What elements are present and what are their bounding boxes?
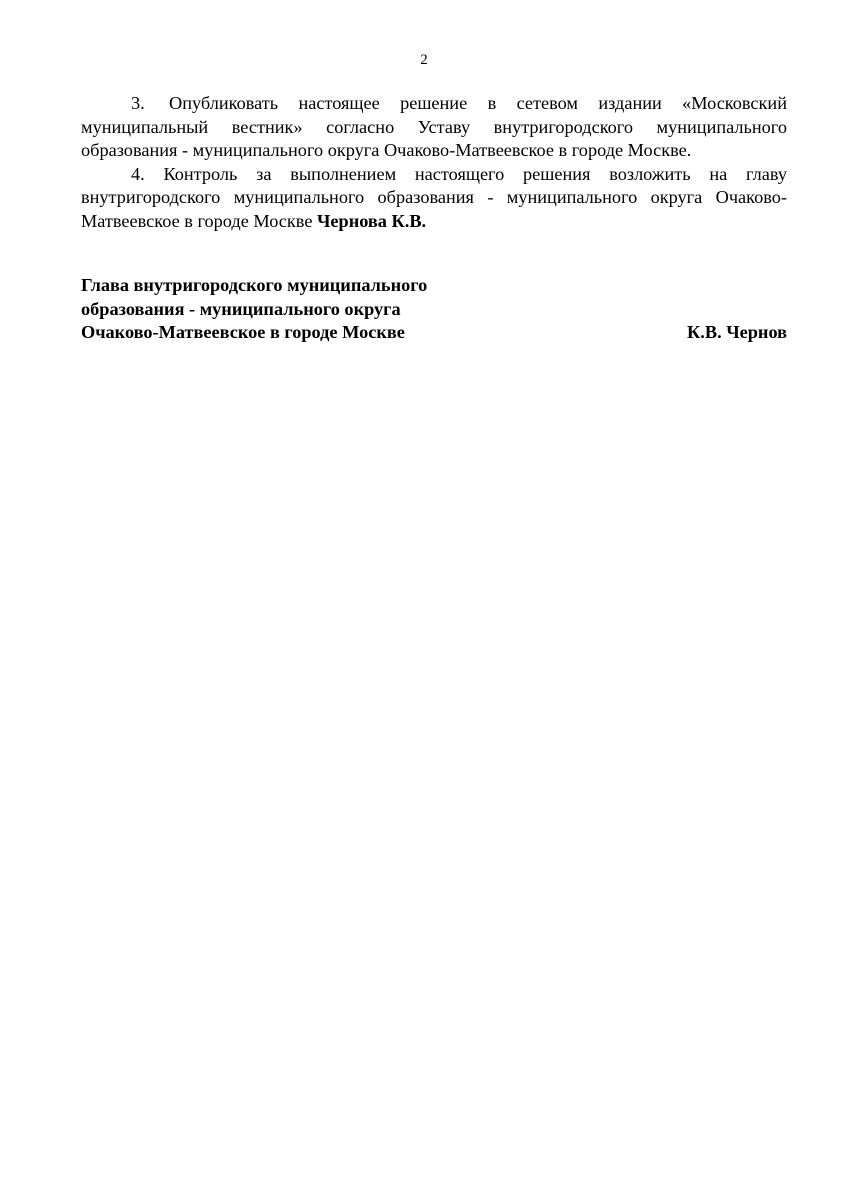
paragraph-3-number: 3. (131, 93, 145, 113)
page-number: 2 (420, 52, 428, 68)
signatory-name: К.В. Чернов (687, 322, 787, 342)
paragraph-3 (81, 92, 787, 163)
paragraph-4-text: 4. Контроль за выполнением настоящего решения возложить на главу внутригородского муниципального образования - муниципального округа Очаково-Матвеевское в городе Москве (81, 163, 787, 231)
signature-last-row (81, 321, 787, 345)
paragraph-4-responsible-name: Чернова К.В. (317, 210, 427, 231)
paragraph-3-text: Опубликовать настоящее решение в сетевом издании «Московский муниципальный вестник» согласно Уставу внутригородского муниципального образования - муниципального округа Очаково-Матвеевское в городе Москве. (81, 93, 787, 160)
signature-title-line-2: образования - муниципального округа (81, 298, 401, 319)
paragraph-4 (81, 163, 787, 234)
signature-block (81, 274, 787, 345)
document-body (81, 92, 787, 233)
signature-title-line-3: Очаково-Матвеевское в городе Москве (81, 322, 405, 342)
signature-title-line-1: Глава внутригородского муниципального (81, 275, 428, 295)
